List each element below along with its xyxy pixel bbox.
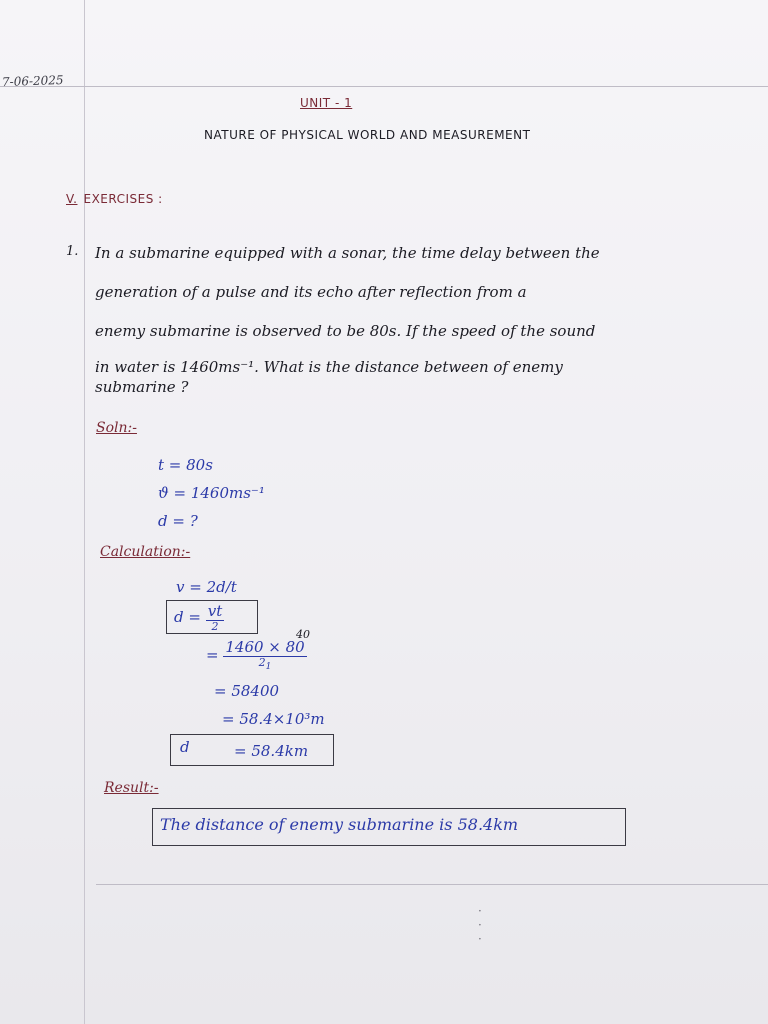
step-fraction — [223, 640, 306, 672]
section-title: EXERCISES : — [83, 192, 163, 206]
question-line: generation of a pulse and its echo after reflection from a — [95, 283, 527, 301]
step-den-value: 2 — [258, 655, 266, 669]
calculation-label: Calculation:- — [100, 544, 191, 560]
pen-marks: · · · — [478, 904, 482, 946]
cancel-den: 1 — [265, 661, 272, 672]
page-date: 7-06-2025 — [1, 72, 64, 90]
fraction-denominator: 2 — [211, 619, 219, 633]
question-number: 1. — [66, 244, 79, 259]
given-distance: d = ? — [158, 512, 198, 530]
question-line: in water is 1460ms⁻¹. What is the distance between of enemy — [95, 358, 563, 376]
section-number: V. — [66, 192, 78, 206]
fraction-numerator: vt — [207, 602, 223, 620]
question-line: In a submarine equipped with a sonar, the time delay between the — [95, 244, 600, 262]
step-equals: = — [206, 646, 219, 665]
chapter-title: NATURE OF PHYSICAL WORLD AND MEASUREMENT — [204, 128, 531, 142]
bottom-rule-line — [96, 884, 768, 885]
answer-rhs: = 58.4km — [234, 742, 309, 760]
given-time: t = 80s — [158, 456, 213, 474]
top-rule-line — [0, 86, 768, 87]
solution-label: Soln:- — [96, 420, 137, 436]
question-line: submarine ? — [95, 378, 189, 396]
step-scientific: = 58.4×10³m — [222, 710, 325, 728]
cancel-result: 40 — [296, 628, 310, 641]
section-heading — [66, 192, 163, 206]
given-speed: ϑ = 1460ms⁻¹ — [158, 484, 265, 502]
formula-speed: v = 2d/t — [176, 578, 237, 596]
formula-fraction — [206, 604, 225, 632]
answer-lhs: d — [180, 738, 190, 756]
question-line: enemy submarine is observed to be 80s. If the speed of the sound — [95, 322, 596, 340]
step-numerator: 1460 × 80 — [225, 638, 305, 656]
result-text: The distance of enemy submarine is 58.4km — [160, 815, 519, 834]
result-label: Result:- — [104, 780, 159, 796]
unit-heading: UNIT - 1 — [300, 96, 353, 110]
step-denominator — [223, 657, 306, 673]
step-product: = 58400 — [214, 682, 280, 700]
formula-lhs: d = — [174, 608, 201, 627]
step-substitution — [206, 640, 307, 672]
margin-line — [84, 0, 85, 1024]
formula-distance — [174, 604, 224, 632]
